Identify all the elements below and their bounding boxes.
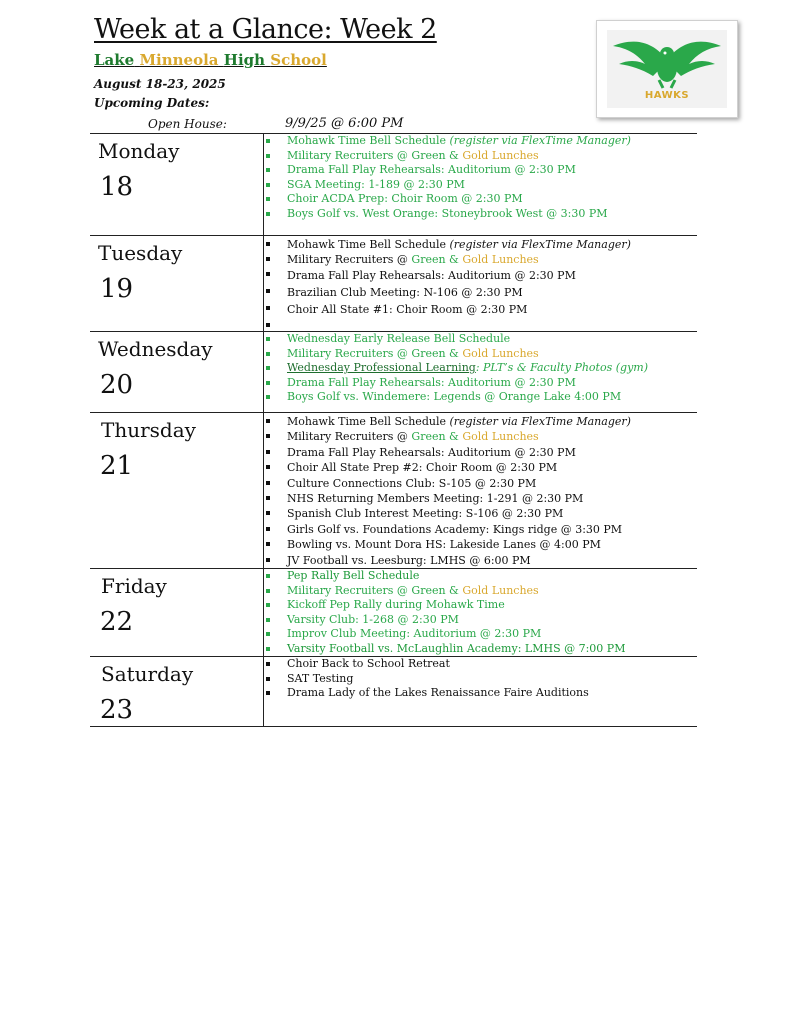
- event-item: SAT Testing: [264, 672, 697, 687]
- event-item: Bowling vs. Mount Dora HS: Lakeside Lanes @ 4:00 PM: [264, 537, 697, 552]
- event-item: Choir Back to School Retreat: [264, 657, 697, 672]
- events-cell: [264, 236, 698, 332]
- day-name: Saturday: [101, 662, 194, 687]
- school-logo: [596, 20, 738, 118]
- school-word-minneola: Minneola: [139, 51, 219, 69]
- day-name: Wednesday: [98, 337, 213, 361]
- day-cell: [90, 332, 264, 413]
- day-row-wednesday: [90, 332, 697, 413]
- events-cell: [264, 332, 698, 413]
- event-item: Spanish Club Interest Meeting: S-106 @ 2:30 PM: [264, 506, 697, 521]
- event-item: Choir All State #1: Choir Room @ 2:30 PM: [264, 301, 697, 318]
- week-dates: August 18-23, 2025: [94, 77, 226, 91]
- event-item: Drama Fall Play Rehearsals: Auditorium @ 2:30 PM: [264, 163, 697, 178]
- event-item: Kickoff Pep Rally during Mohawk Time: [264, 598, 697, 613]
- event-item: Boys Golf vs. West Orange: Stoneybrook West @ 3:30 PM: [264, 207, 697, 222]
- event-item: Improv Club Meeting: Auditorium @ 2:30 PM: [264, 627, 697, 642]
- event-item: Pep Rally Bell Schedule: [264, 569, 697, 584]
- open-house-value: 9/9/25 @ 6:00 PM: [285, 116, 404, 131]
- event-item: Military Recruiters @ Green & Gold Lunches: [264, 252, 697, 267]
- day-cell: [90, 236, 264, 332]
- event-item: Drama Fall Play Rehearsals: Auditorium @ 2:30 PM: [264, 376, 697, 391]
- event-item: Mohawk Time Bell Schedule (register via FlexTime Manager): [264, 237, 697, 252]
- school-name: [94, 51, 327, 69]
- school-word-lake: Lake: [94, 51, 135, 69]
- school-word-school: School: [270, 51, 327, 69]
- event-item: Wednesday Professional Learning: PLT’s & Faculty Photos (gym): [264, 361, 697, 376]
- event-item: Military Recruiters @ Green & Gold Lunches: [264, 429, 697, 444]
- logo-text: HAWKS: [644, 90, 690, 101]
- hawk-logo-icon: [607, 30, 727, 108]
- event-item: NHS Returning Members Meeting: 1-291 @ 2:30 PM: [264, 491, 697, 506]
- day-number: 20: [100, 370, 134, 400]
- day-row-monday: [90, 134, 697, 236]
- day-row-thursday: [90, 413, 697, 569]
- event-item: Drama Fall Play Rehearsals: Auditorium @ 2:30 PM: [264, 267, 697, 284]
- event-item: SGA Meeting: 1-189 @ 2:30 PM: [264, 178, 697, 193]
- open-house-label: Open House:: [148, 117, 227, 131]
- event-item: Choir All State Prep #2: Choir Room @ 2:30 PM: [264, 460, 697, 475]
- event-item: Military Recruiters @ Green & Gold Lunches: [264, 149, 697, 164]
- day-row-friday: [90, 569, 697, 657]
- event-item: Varsity Club: 1-268 @ 2:30 PM: [264, 613, 697, 628]
- events-cell: [264, 134, 698, 236]
- event-item: Wednesday Early Release Bell Schedule: [264, 332, 697, 347]
- day-name: Tuesday: [98, 241, 183, 265]
- event-item: Drama Fall Play Rehearsals: Auditorium @ 2:30 PM: [264, 445, 697, 460]
- upcoming-dates-label: Upcoming Dates:: [94, 96, 210, 110]
- day-cell: [90, 134, 264, 236]
- day-number: 22: [100, 607, 134, 638]
- events-cell: [264, 657, 698, 727]
- day-number: 18: [100, 172, 134, 202]
- event-item: Culture Connections Club: S-105 @ 2:30 PM: [264, 476, 697, 491]
- day-row-tuesday: [90, 236, 697, 332]
- page-title: Week at a Glance: Week 2: [94, 14, 437, 45]
- day-name: Thursday: [101, 418, 196, 442]
- event-item: JV Football vs. Leesburg: LMHS @ 6:00 PM: [264, 553, 697, 568]
- day-number: 23: [100, 695, 134, 726]
- school-word-high: High: [223, 51, 266, 69]
- day-name: Monday: [98, 139, 180, 163]
- day-row-saturday: [90, 657, 697, 727]
- day-cell: [90, 569, 264, 657]
- event-item: Drama Lady of the Lakes Renaissance Faire Auditions: [264, 686, 697, 701]
- event-item: Girls Golf vs. Foundations Academy: Kings ridge @ 3:30 PM: [264, 522, 697, 537]
- day-cell: [90, 413, 264, 569]
- events-cell: [264, 569, 698, 657]
- day-number: 21: [100, 451, 134, 481]
- event-item: Military Recruiters @ Green & Gold Lunches: [264, 584, 697, 599]
- event-item: Choir ACDA Prep: Choir Room @ 2:30 PM: [264, 192, 697, 207]
- event-item-empty: [264, 318, 697, 331]
- events-cell: [264, 413, 698, 569]
- event-item: Varsity Football vs. McLaughlin Academy: LMHS @ 7:00 PM: [264, 642, 697, 657]
- day-cell: [90, 657, 264, 727]
- event-item: Brazilian Club Meeting: N-106 @ 2:30 PM: [264, 284, 697, 301]
- event-item: Military Recruiters @ Green & Gold Lunches: [264, 347, 697, 362]
- day-name: Friday: [101, 574, 167, 599]
- event-item: Mohawk Time Bell Schedule (register via FlexTime Manager): [264, 134, 697, 149]
- event-item: Mohawk Time Bell Schedule (register via FlexTime Manager): [264, 414, 697, 429]
- day-number: 19: [100, 274, 134, 304]
- week-schedule-table: [90, 133, 697, 727]
- event-item: Boys Golf vs. Windemere: Legends @ Orange Lake 4:00 PM: [264, 390, 697, 405]
